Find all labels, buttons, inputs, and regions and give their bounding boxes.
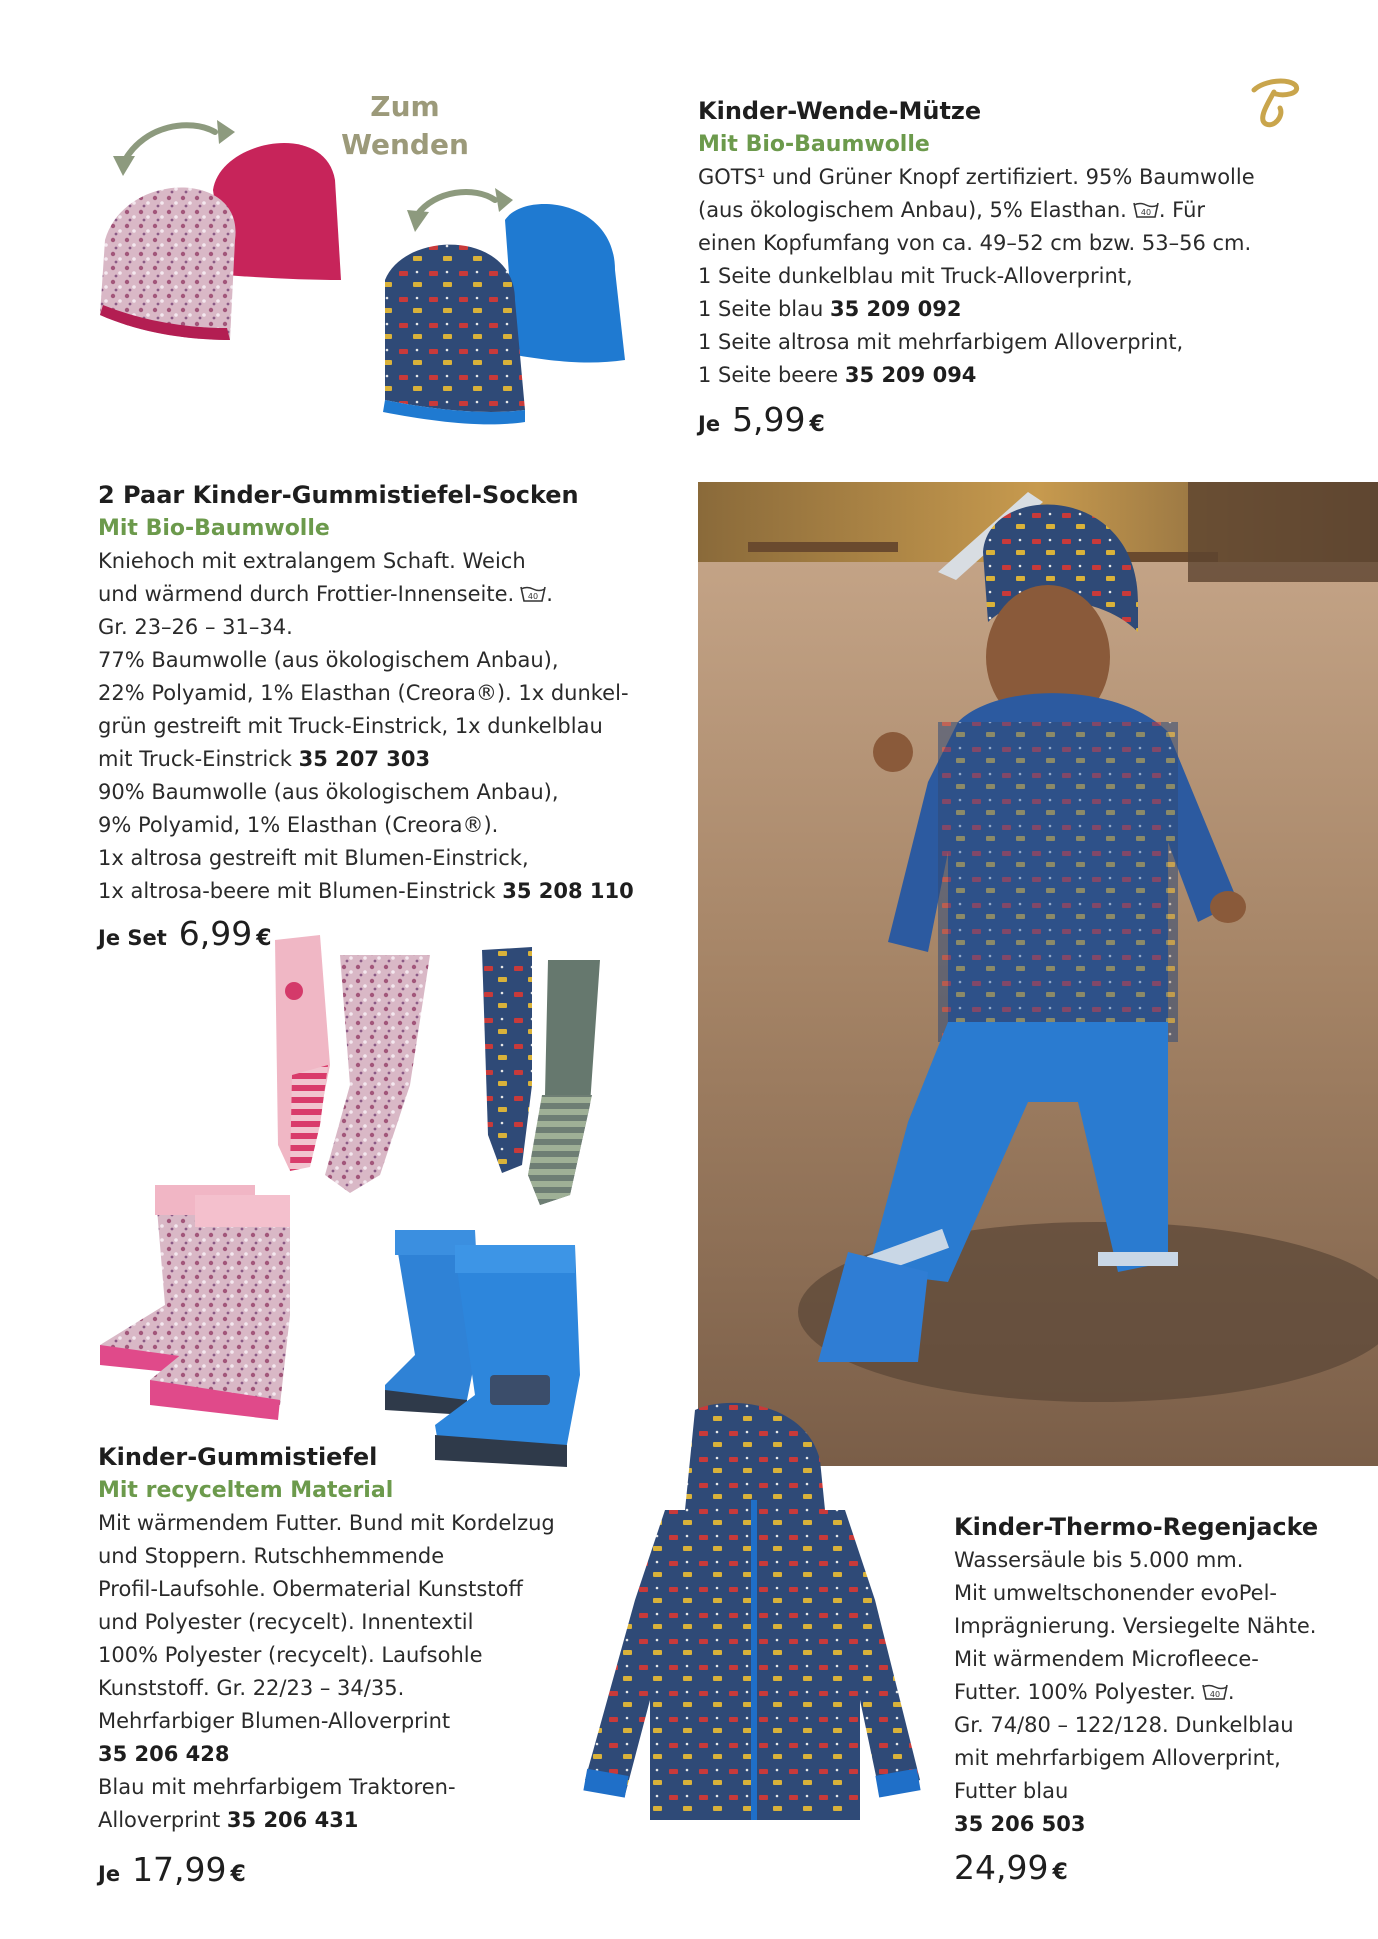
rain-boots-image <box>95 1175 595 1475</box>
socks-description: 2 Paar Kinder-Gummistiefel-Socken Mit Bio-Baumwolle Kniehoch mit extralangem Schaft. Weich und wärmend durch Frottier-Innenseite. 40 . Gr. 23–26 – 31–34. 77% Baumwolle (aus ökologischem Anbau), 22% Polyamid, 1% Elasthan (Creora®). 1x dunkel- grün gestreift mit Truck-Einstrick, 1x dunkelblau mit Truck-Einstrick 35 207 303 90% Baumwolle (aus ökologischem Anbau), 9% Polyamid, 1% Elasthan (Creora®). 1x altrosa gestreift mit Blumen-Einstrick, 1x altrosa-beere mit Blumen-Einstrick 35 208 110 <box>98 478 634 908</box>
article-number: 35 208 110 <box>502 879 634 903</box>
article-number: 35 209 094 <box>844 363 977 387</box>
socks-price: Je Set 6,99 € <box>98 914 272 953</box>
reversible-badge: Zum Wenden <box>341 90 469 161</box>
article-number: 35 209 092 <box>829 297 962 321</box>
boots-price: Je 17,99 € <box>98 1850 246 1889</box>
boots-title: Kinder-Gummistiefel <box>98 1443 378 1471</box>
article-number: 35 206 428 <box>98 1742 230 1766</box>
wash-40-icon <box>1133 201 1159 219</box>
socks-image <box>270 935 650 1215</box>
jacket-description: Kinder-Thermo-Regenjacke Wassersäule bis 5.000 mm. Mit umweltschonender evoPel- Imprägnierung. Versiegelte Nähte. Mit wärmendem Microfleece- Futter. 100% Polyester. 40 . Gr. 74/80 – 122/128. Dunkelblau mit mehrfarbigem Alloverprint, Futter blau 35 206 503 <box>954 1510 1318 1841</box>
hat-title: Kinder-Wende-Mütze <box>698 97 982 125</box>
wash-40-icon <box>1202 1683 1228 1701</box>
boots-subtitle: Mit recyceltem Material <box>98 1478 394 1503</box>
hat-description: Kinder-Wende-Mütze Mit Bio-Baumwolle GOTS¹ und Grüner Knopf zertifiziert. 95% Baumwolle (aus ökologischem Anbau), 5% Elasthan. 40 . Für einen Kopfumfang von ca. 49–52 cm bzw. 53–56 cm. 1 Seite dunkelblau mit Truck-Alloverprint, 1 Seite blau 35 209 092 1 Seite altrosa mit mehrfarbigem Alloverprint, 1 Seite beere 35 209 094 <box>698 94 1255 392</box>
jacket-title: Kinder-Thermo-Regenjacke <box>954 1513 1319 1541</box>
article-number: 35 206 503 <box>954 1812 1086 1836</box>
jacket-price: 24,99 € <box>954 1848 1068 1887</box>
child-puddle-photo <box>698 482 1378 1466</box>
article-number: 35 206 431 <box>226 1808 359 1832</box>
hat-subtitle: Mit Bio-Baumwolle <box>698 132 930 157</box>
svg-text:40: 40 <box>1140 208 1151 217</box>
reversible-hats-image <box>95 110 645 430</box>
svg-text:40: 40 <box>1209 1690 1220 1699</box>
curved-arrow-icon <box>113 120 235 176</box>
svg-text:40: 40 <box>528 592 539 601</box>
curved-arrow-icon <box>407 188 513 232</box>
boots-description: Kinder-Gummistiefel Mit recyceltem Material Mit wärmendem Futter. Bund mit Kordelzug und Stoppern. Rutschhemmende Profil-Laufsohle. Obermaterial Kunststoff und Polyester (recycelt). Innentextil 100% Polyester (recycelt). Laufsohle Kunststoff. Gr. 22/23 – 34/35. Mehrfarbiger Blumen-Alloverprint 35 206 428 Blau mit mehrfarbigem Traktoren- Alloverprint 35 206 431 <box>98 1440 555 1837</box>
article-number: 35 207 303 <box>298 747 431 771</box>
socks-subtitle: Mit Bio-Baumwolle <box>98 516 330 541</box>
wash-40-icon <box>520 585 546 603</box>
rain-jacket-image <box>575 1400 925 1830</box>
hat-price: Je 5,99 € <box>698 400 825 439</box>
socks-title: 2 Paar Kinder-Gummistiefel-Socken <box>98 481 579 509</box>
